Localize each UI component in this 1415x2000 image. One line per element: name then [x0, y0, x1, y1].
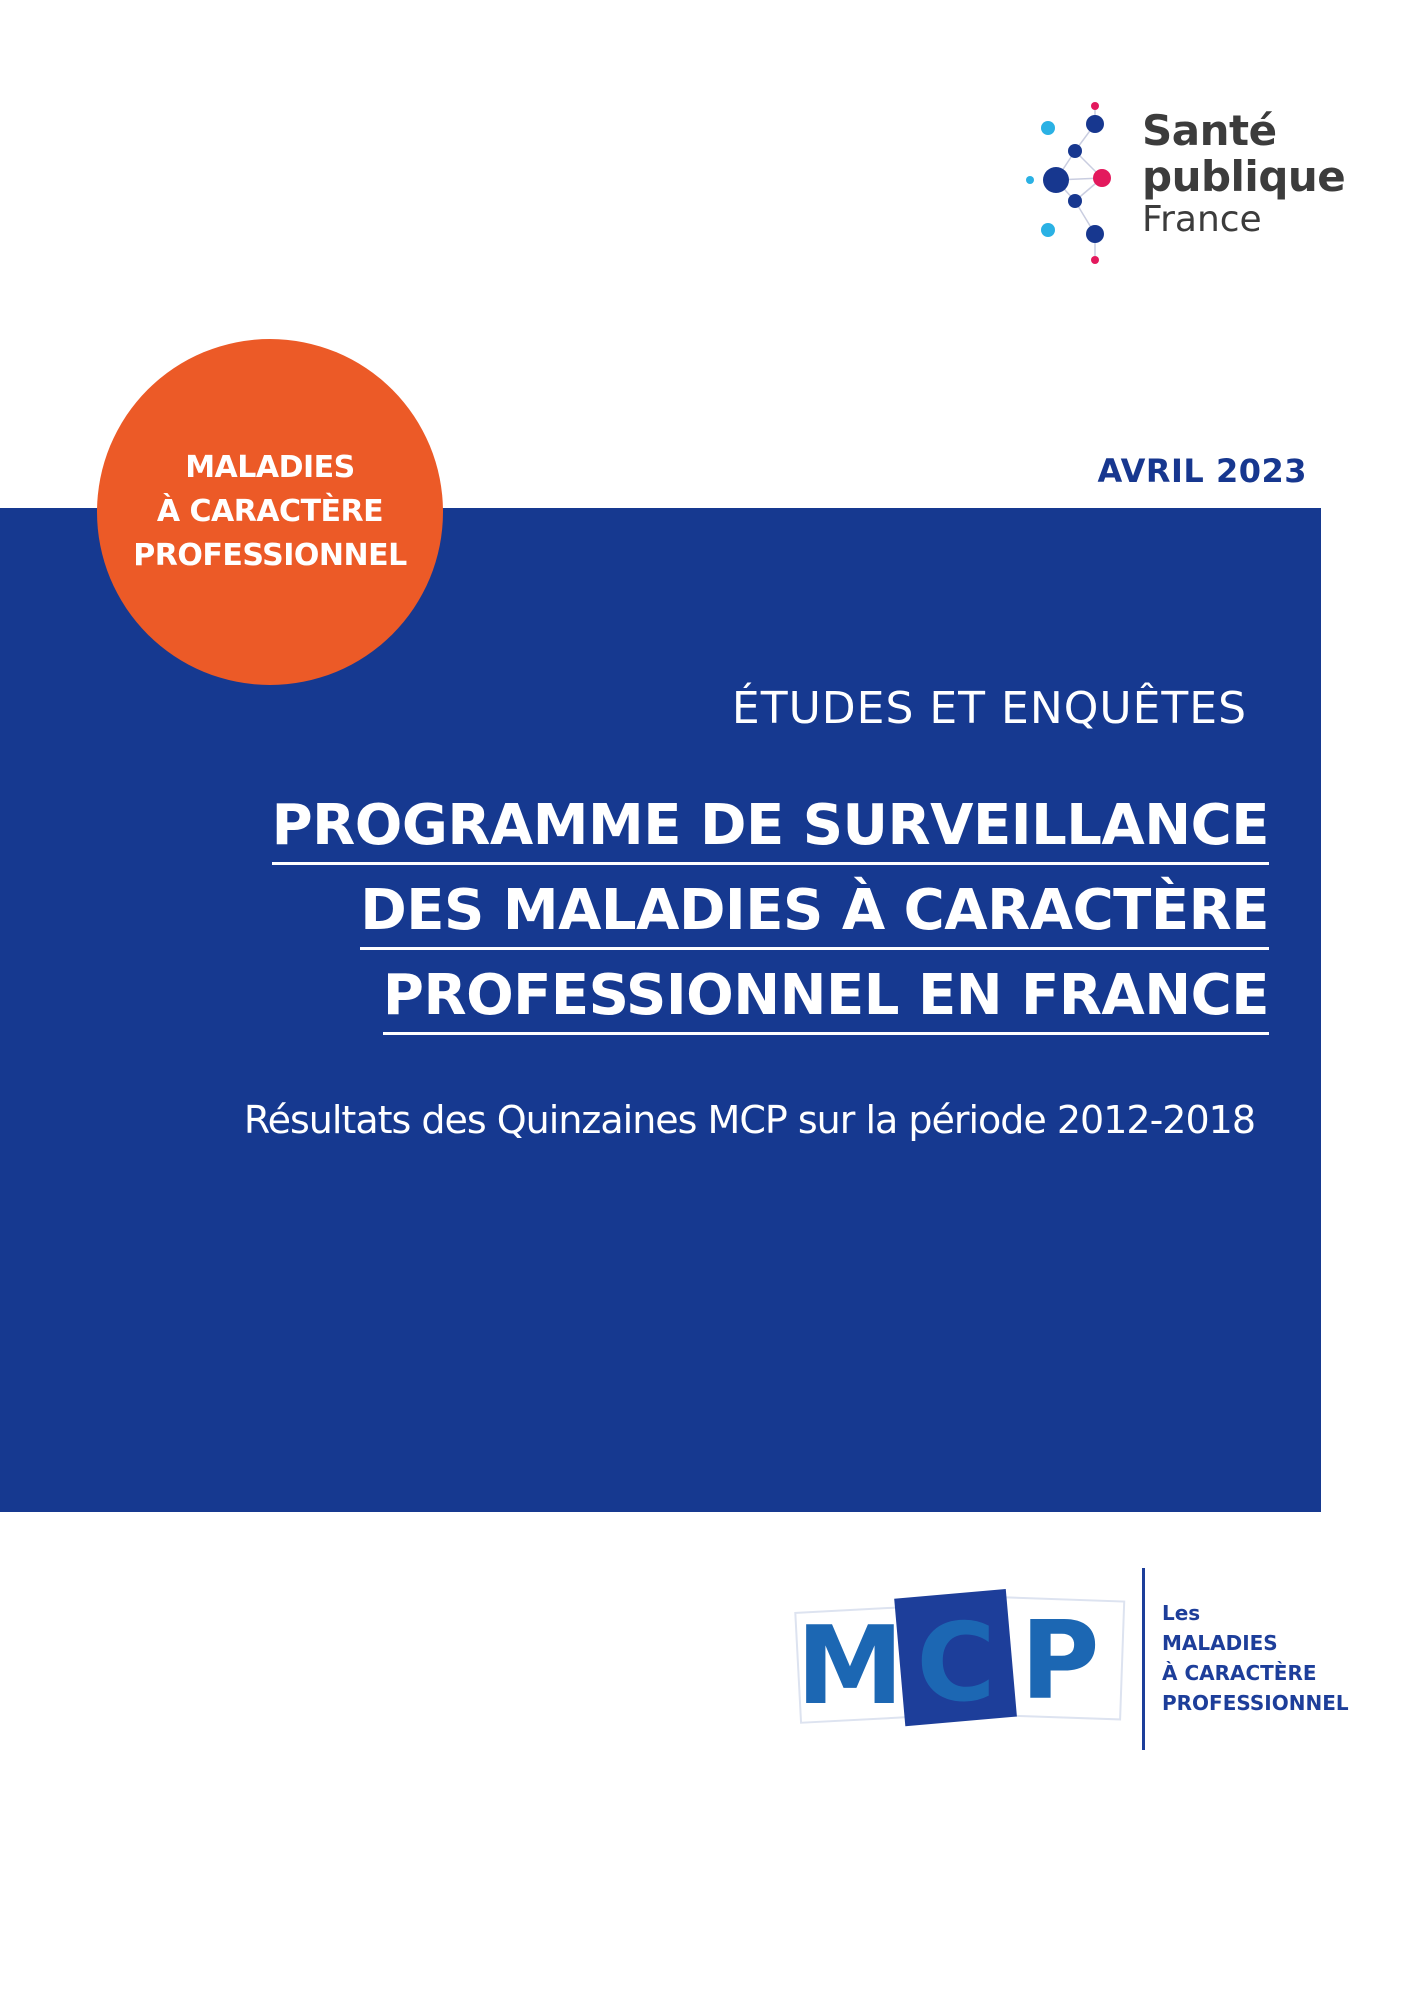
logo-text-publique: publique: [1142, 152, 1346, 201]
mcp-logo: [792, 1568, 1352, 1758]
sante-publique-france-logo: [1020, 96, 1346, 276]
mcp-letter-m: M: [796, 1604, 904, 1729]
mcp-tagline: [1162, 1598, 1349, 1718]
document-title: [272, 790, 1269, 1045]
logo-wordmark: [1142, 106, 1346, 240]
title-line-2: DES MALADIES À CARACTÈRE: [360, 875, 1269, 950]
mcp-letter-p: P: [1020, 1599, 1100, 1724]
series-kicker: ÉTUDES ET ENQUÊTES: [731, 683, 1247, 734]
mcp-tagline-line-2: MALADIES: [1162, 1631, 1278, 1655]
mcp-letter-c: C: [916, 1601, 996, 1726]
document-subtitle: Résultats des Quinzaines MCP sur la période 2012-2018: [243, 1098, 1255, 1142]
badge-line-1: MALADIES: [185, 450, 355, 485]
mcp-tagline-line-4: PROFESSIONNEL: [1162, 1691, 1349, 1715]
title-line-1: PROGRAMME DE SURVEILLANCE: [272, 790, 1269, 865]
logo-dots-icon: [1020, 96, 1140, 276]
mcp-tagline-line-3: À CARACTÈRE: [1162, 1661, 1317, 1685]
logo-text-france: France: [1142, 199, 1262, 240]
publication-date: AVRIL 2023: [1097, 452, 1307, 490]
mcp-tiles-icon: [792, 1588, 1132, 1738]
topic-badge: [97, 339, 443, 685]
logo-text-sante: Santé: [1142, 106, 1277, 155]
badge-line-3: PROFESSIONNEL: [133, 538, 407, 573]
mcp-divider: [1142, 1568, 1145, 1750]
mcp-tagline-line-1: Les: [1162, 1601, 1201, 1625]
badge-line-2: À CARACTÈRE: [156, 494, 384, 529]
title-line-3: PROFESSIONNEL EN FRANCE: [383, 960, 1269, 1035]
